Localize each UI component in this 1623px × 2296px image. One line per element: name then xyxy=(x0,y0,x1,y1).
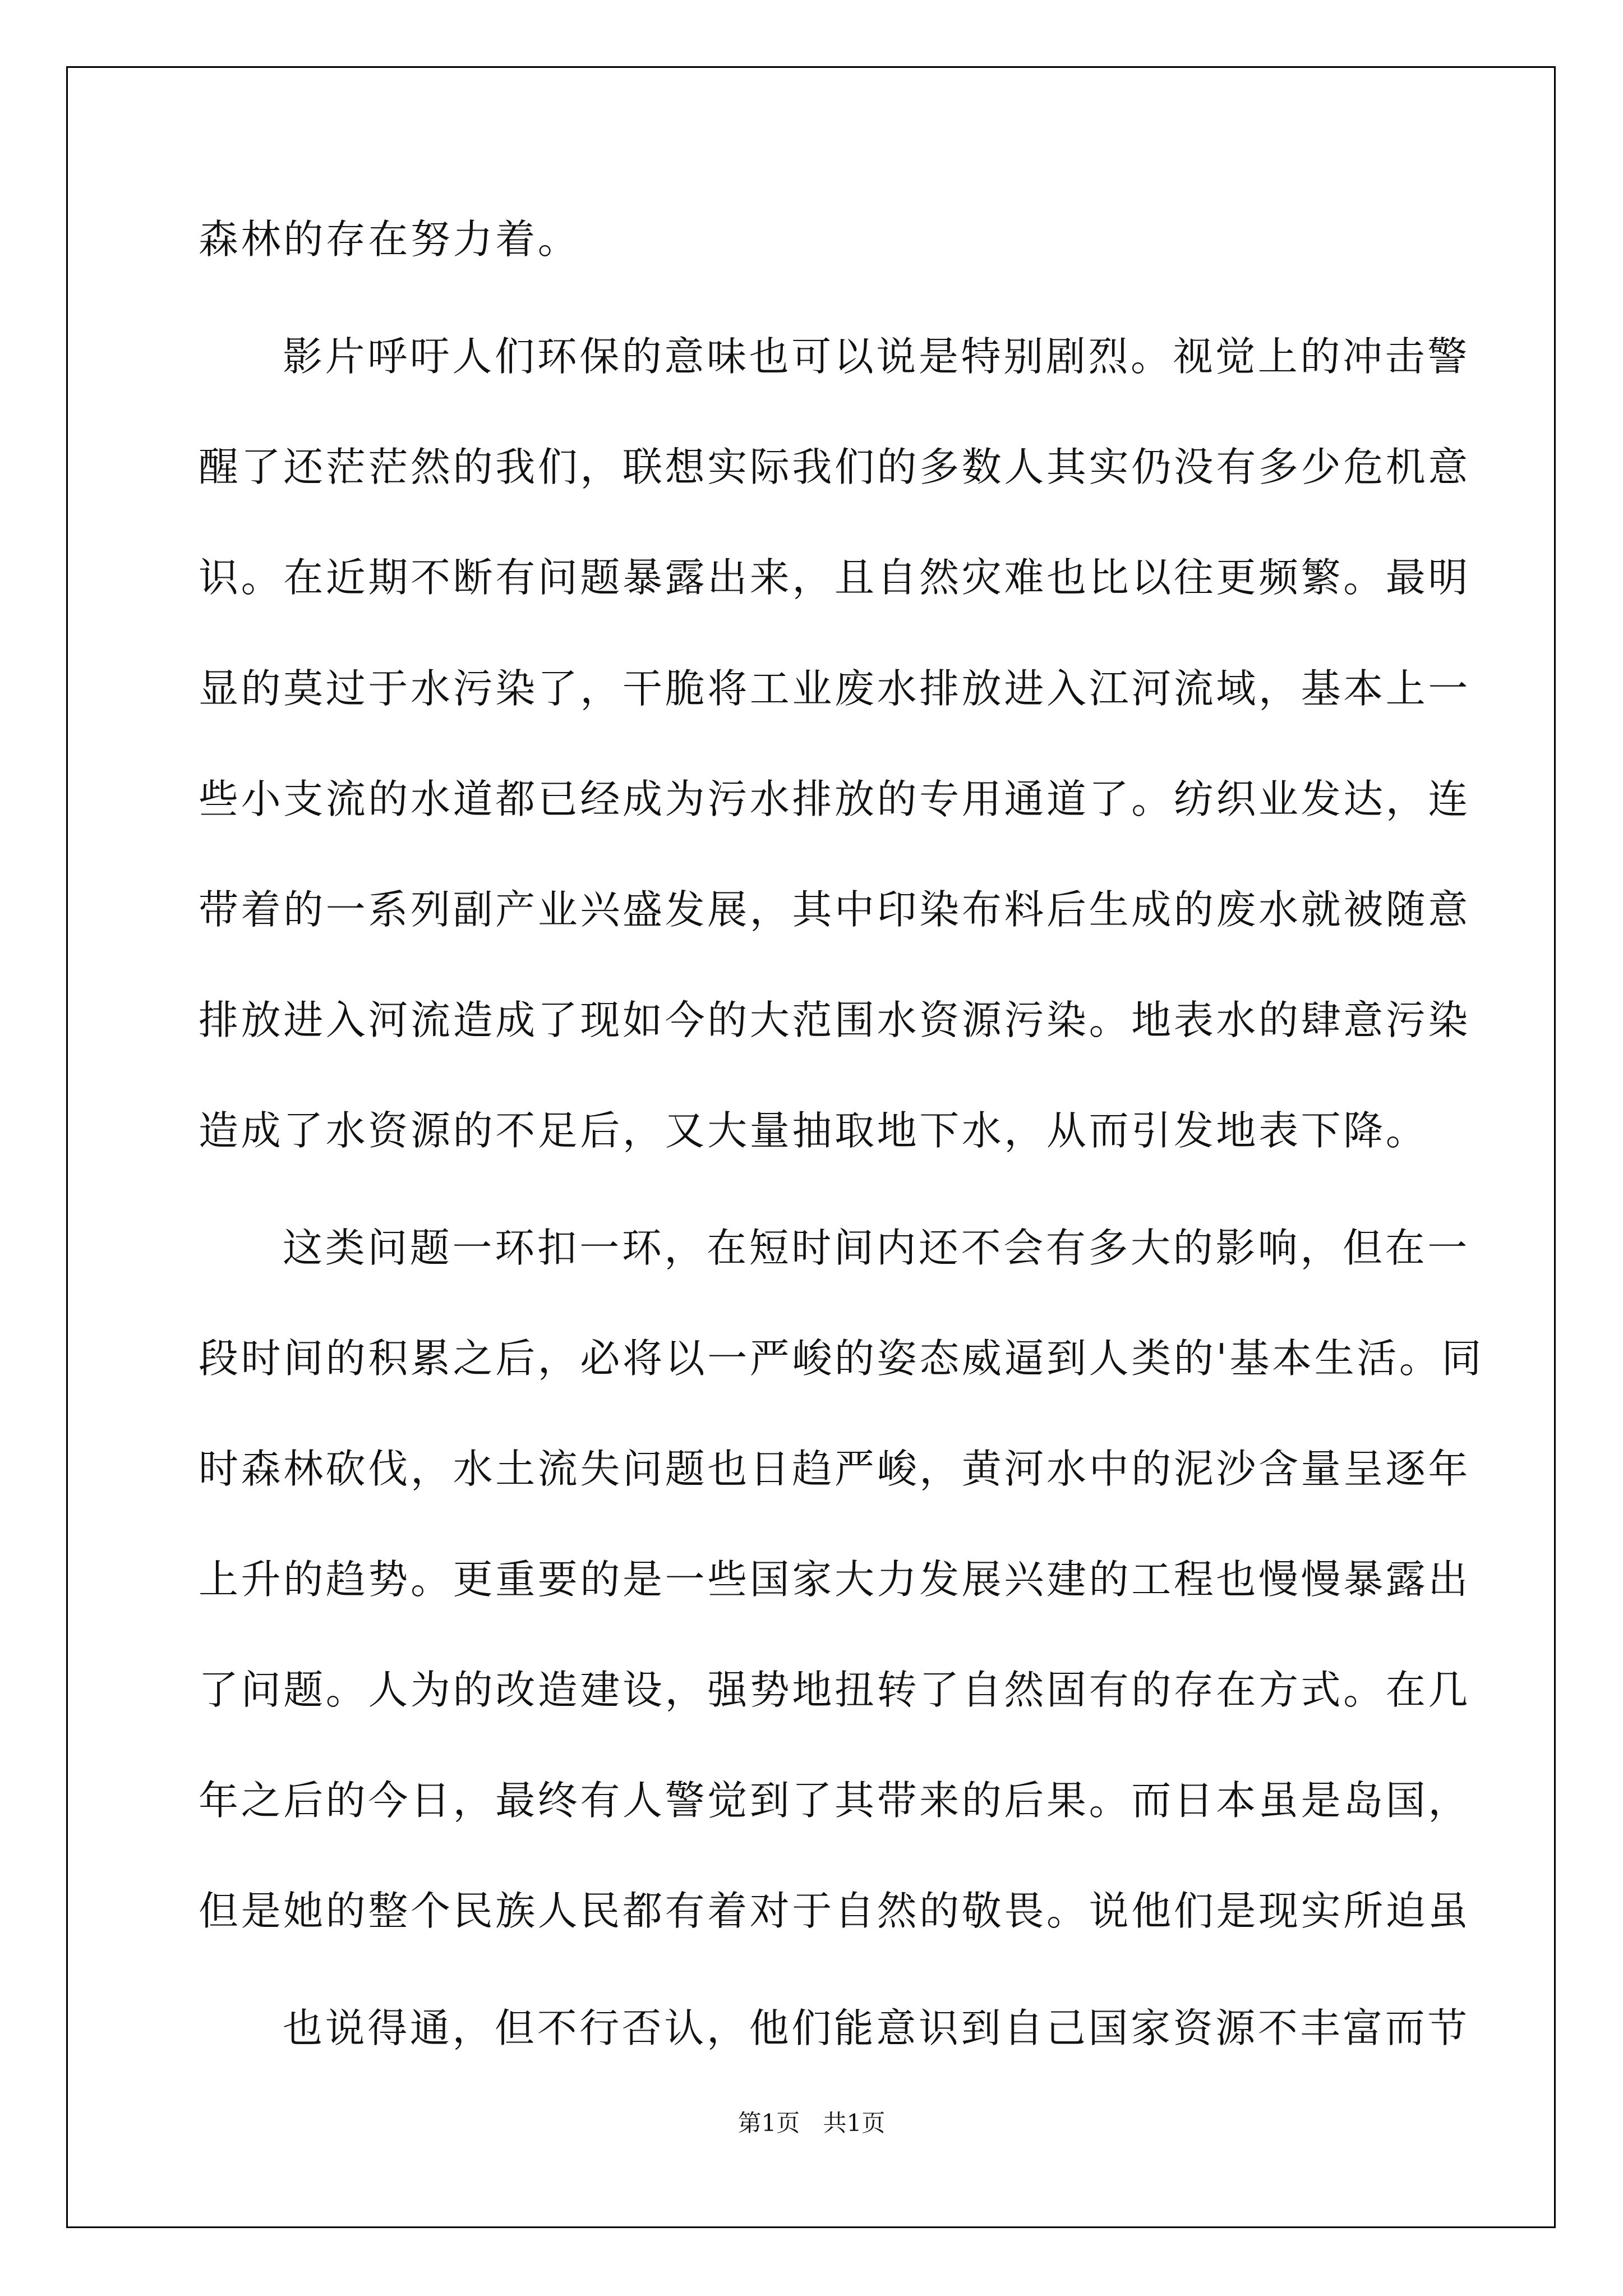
text-line-13: 上升的趋势。更重要的是一些国家大力发展兴建的工程也慢慢暴露出 xyxy=(199,1556,1471,1603)
text-line-1: 森林的存在努力着。 xyxy=(199,216,580,263)
text-line-12: 时森林砍伐，水土流失问题也日趋严峻，黄河水中的泥沙含量呈逐年 xyxy=(199,1446,1471,1492)
text-line-16: 但是她的整个民族人民都有着对于自然的敬畏。说他们是现实所迫虽 xyxy=(199,1888,1471,1934)
text-line-14: 了问题。人为的改造建设，强势地扭转了自然固有的存在方式。在几 xyxy=(199,1667,1471,1713)
page-footer xyxy=(0,2105,1623,2138)
text-line-4: 识。在近期不断有问题暴露出来，且自然灾难也比以往更频繁。最明 xyxy=(199,554,1471,601)
text-line-17: 也说得通，但不行否认，他们能意识到自己国家资源不丰富而节 xyxy=(283,2005,1470,2051)
text-line-10: 这类问题一环扣一环，在短时间内还不会有多大的影响，但在一 xyxy=(283,1225,1470,1271)
text-line-8: 排放进入河流造成了现如今的大范围水资源污染。地表水的肆意污染 xyxy=(199,997,1471,1043)
text-line-5: 显的莫过于水污染了，干脆将工业废水排放进入江河流域，基本上一 xyxy=(199,665,1471,712)
text-line-6: 些小支流的水道都已经成为污水排放的专用通道了。纺织业发达，连 xyxy=(199,776,1471,822)
text-line-3: 醒了还茫茫然的我们，联想实际我们的多数人其实仍没有多少危机意 xyxy=(199,444,1471,490)
text-line-11: 段时间的积累之后，必将以一严峻的姿态威逼到人类的'基本生活。同 xyxy=(199,1335,1484,1382)
text-line-2: 影片呼吁人们环保的意味也可以说是特别剧烈。视觉上的冲击警 xyxy=(283,333,1470,380)
page-number: 第1页 xyxy=(737,2109,800,2137)
text-line-7: 带着的一系列副产业兴盛发展，其中印染布料后生成的废水就被随意 xyxy=(199,886,1471,933)
text-line-15: 年之后的今日，最终有人警觉到了其带来的后果。而日本虽是岛国， xyxy=(199,1777,1471,1824)
text-line-9: 造成了水资源的不足后，又大量抽取地下水，从而引发地表下降。 xyxy=(199,1107,1428,1154)
page-total: 共1页 xyxy=(823,2109,886,2137)
